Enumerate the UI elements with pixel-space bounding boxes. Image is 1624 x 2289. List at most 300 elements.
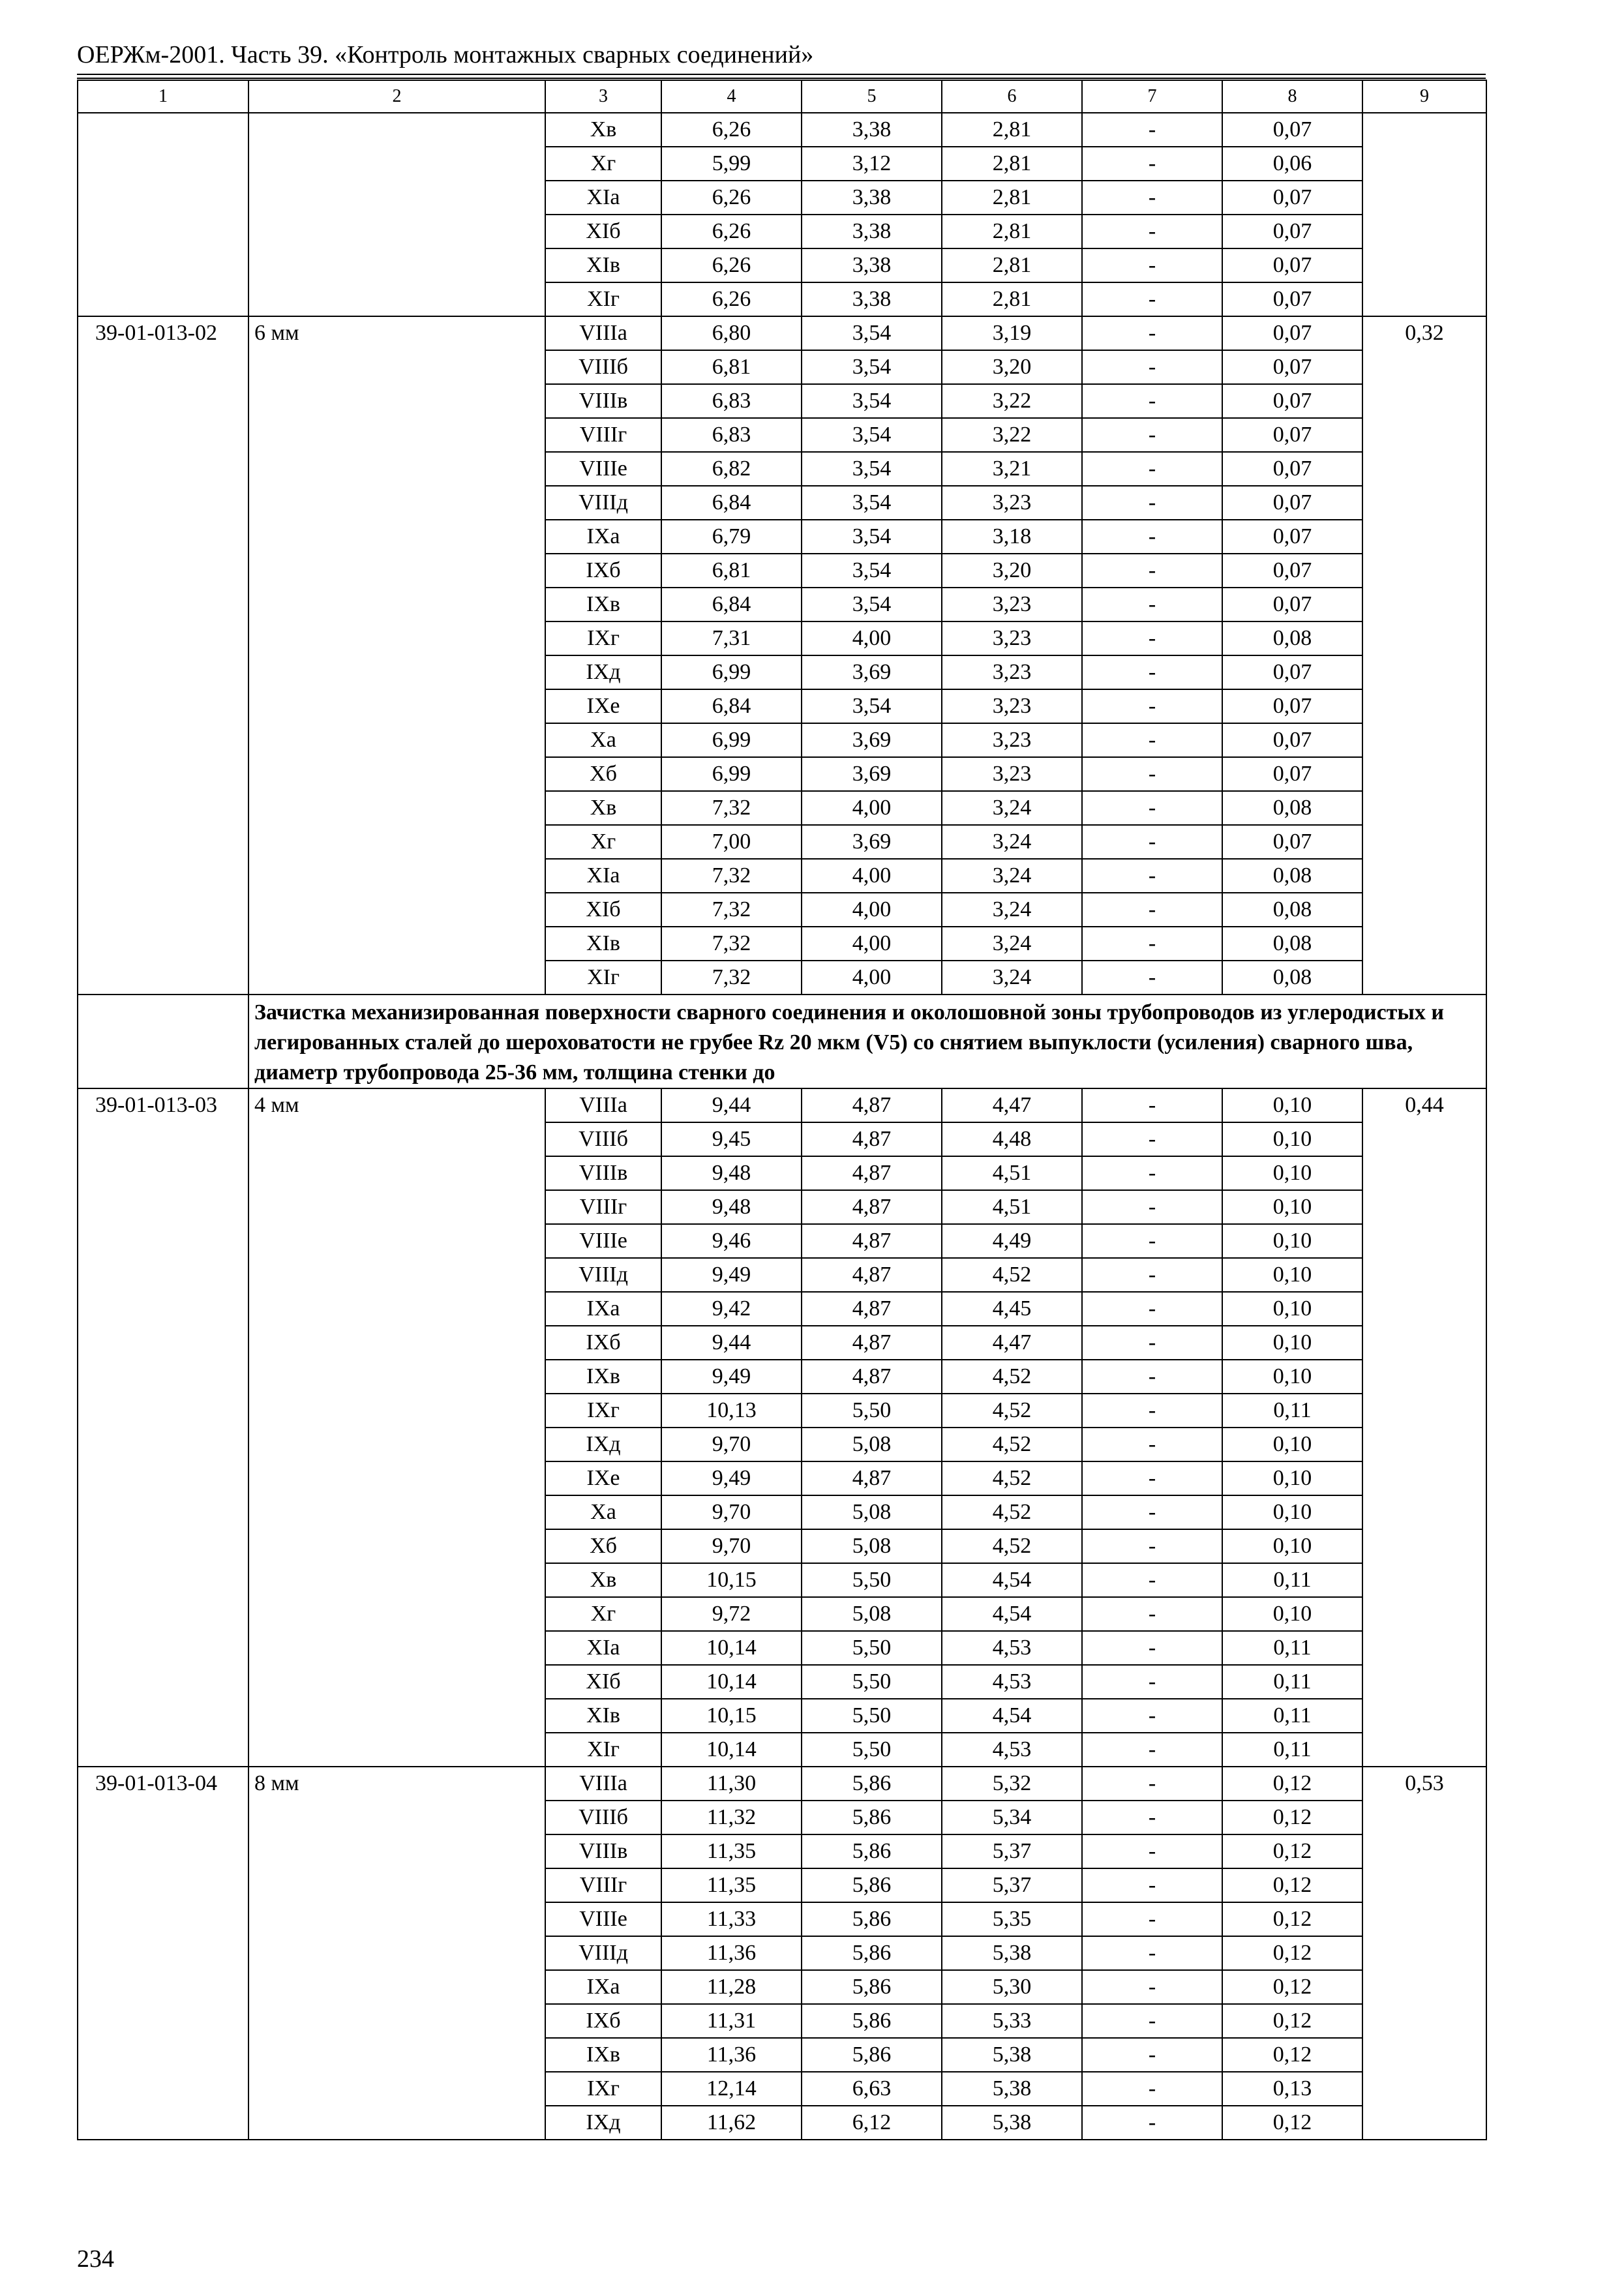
cell-col6: 4,52	[942, 1461, 1082, 1495]
cell-col6: 5,37	[942, 1834, 1082, 1868]
section-title-row	[78, 995, 1486, 1088]
cell-col4: 11,36	[661, 2038, 802, 2072]
cell-col5: 3,54	[802, 316, 942, 350]
cell-col3: IXб	[545, 1326, 661, 1360]
cell-col4: 7,31	[661, 621, 802, 655]
cell-col5: 4,87	[802, 1461, 942, 1495]
cell-col8: 0,11	[1222, 1631, 1362, 1665]
cell-col4: 7,32	[661, 927, 802, 961]
cell-col3: Xв	[545, 113, 661, 147]
cell-code	[78, 113, 248, 316]
cell-thickness: 4 мм	[248, 1088, 545, 1767]
cell-col5: 4,87	[802, 1224, 942, 1258]
cell-col3: VIIIе	[545, 1224, 661, 1258]
cell-col4: 10,15	[661, 1699, 802, 1733]
cell-col8: 0,12	[1222, 1902, 1362, 1936]
column-header: 4	[661, 80, 802, 113]
cell-col4: 9,45	[661, 1122, 802, 1156]
cell-col6: 4,47	[942, 1326, 1082, 1360]
cell-col3: IXб	[545, 2004, 661, 2038]
table-row	[78, 1767, 1486, 1801]
cell-col4: 9,48	[661, 1190, 802, 1224]
cell-col8: 0,11	[1222, 1733, 1362, 1767]
cell-col6: 4,48	[942, 1122, 1082, 1156]
cell-col4: 11,30	[661, 1767, 802, 1801]
cell-col8: 0,06	[1222, 147, 1362, 181]
cell-col6: 5,33	[942, 2004, 1082, 2038]
cell-col7: -	[1082, 1428, 1222, 1461]
cell-col3: VIIIд	[545, 1936, 661, 1970]
cell-col4: 9,44	[661, 1088, 802, 1122]
cell-col8: 0,08	[1222, 961, 1362, 995]
cell-col4: 6,82	[661, 452, 802, 486]
cell-col6: 3,19	[942, 316, 1082, 350]
cell-col6: 5,32	[942, 1767, 1082, 1801]
cell-col9: 0,53	[1362, 1767, 1486, 2140]
cell-col3: VIIIб	[545, 350, 661, 384]
cell-col5: 3,69	[802, 723, 942, 757]
cell-col6: 4,54	[942, 1699, 1082, 1733]
cell-col7: -	[1082, 418, 1222, 452]
cell-col6: 5,38	[942, 2072, 1082, 2106]
cell-col7: -	[1082, 1665, 1222, 1699]
cell-col5: 4,87	[802, 1292, 942, 1326]
cell-col5: 5,50	[802, 1631, 942, 1665]
cell-col6: 2,81	[942, 181, 1082, 215]
cell-col8: 0,10	[1222, 1088, 1362, 1122]
cell-col5: 3,54	[802, 554, 942, 588]
cell-col7: -	[1082, 1495, 1222, 1529]
cell-col5: 4,87	[802, 1122, 942, 1156]
cell-col3: Xв	[545, 1563, 661, 1597]
cell-col8: 0,12	[1222, 1834, 1362, 1868]
cell-col7: -	[1082, 689, 1222, 723]
cell-col8: 0,08	[1222, 859, 1362, 893]
cell-col6: 3,24	[942, 961, 1082, 995]
cell-col4: 7,00	[661, 825, 802, 859]
cell-col5: 5,08	[802, 1428, 942, 1461]
cell-col7: -	[1082, 621, 1222, 655]
cell-col6: 4,45	[942, 1292, 1082, 1326]
column-header: 2	[248, 80, 545, 113]
cell-col8: 0,10	[1222, 1428, 1362, 1461]
cell-col5: 5,86	[802, 1801, 942, 1834]
cell-col4: 9,70	[661, 1428, 802, 1461]
cell-col6: 4,51	[942, 1156, 1082, 1190]
cell-col8: 0,11	[1222, 1394, 1362, 1428]
cell-col7: -	[1082, 1190, 1222, 1224]
cell-code: 39-01-013-03	[78, 1088, 248, 1767]
cell-col5: 3,38	[802, 248, 942, 282]
cell-col7: -	[1082, 1868, 1222, 1902]
cell-col8: 0,10	[1222, 1461, 1362, 1495]
cell-col7: -	[1082, 1563, 1222, 1597]
cell-col3: VIIIв	[545, 1156, 661, 1190]
cell-col9: 0,44	[1362, 1088, 1486, 1767]
cell-col5: 4,87	[802, 1190, 942, 1224]
cell-col7: -	[1082, 1529, 1222, 1563]
cell-col5: 4,87	[802, 1088, 942, 1122]
cell-col8: 0,07	[1222, 655, 1362, 689]
cell-col4: 10,14	[661, 1631, 802, 1665]
cell-col5: 3,54	[802, 384, 942, 418]
cell-col5: 3,54	[802, 350, 942, 384]
cell-col4: 11,35	[661, 1834, 802, 1868]
column-header: 1	[78, 80, 248, 113]
cell-col8: 0,10	[1222, 1360, 1362, 1394]
cell-col8: 0,11	[1222, 1699, 1362, 1733]
cell-col8: 0,10	[1222, 1156, 1362, 1190]
cell-col5: 4,87	[802, 1360, 942, 1394]
cell-col5: 3,38	[802, 181, 942, 215]
cell-col8: 0,08	[1222, 791, 1362, 825]
cell-col5: 5,86	[802, 1902, 942, 1936]
cell-col7: -	[1082, 1360, 1222, 1394]
cell-col8: 0,08	[1222, 927, 1362, 961]
cell-col6: 4,53	[942, 1733, 1082, 1767]
cell-col3: IXа	[545, 1970, 661, 2004]
cell-col8: 0,10	[1222, 1597, 1362, 1631]
cell-col6: 5,37	[942, 1868, 1082, 1902]
cell-col7: -	[1082, 486, 1222, 520]
cell-col7: -	[1082, 1970, 1222, 2004]
cell-col8: 0,12	[1222, 1801, 1362, 1834]
cell-col6: 5,38	[942, 2106, 1082, 2140]
cell-col8: 0,07	[1222, 757, 1362, 791]
cell-col5: 5,86	[802, 1970, 942, 2004]
cell-col3: Xг	[545, 147, 661, 181]
rates-table	[77, 80, 1487, 2140]
cell-col4: 9,49	[661, 1258, 802, 1292]
cell-col6: 4,52	[942, 1495, 1082, 1529]
cell-col5: 5,86	[802, 1834, 942, 1868]
cell-col6: 4,53	[942, 1631, 1082, 1665]
cell-col5: 5,50	[802, 1699, 942, 1733]
cell-col8: 0,07	[1222, 248, 1362, 282]
cell-col3: Xа	[545, 1495, 661, 1529]
cell-col3: XIг	[545, 282, 661, 316]
cell-col3: VIIIг	[545, 1190, 661, 1224]
cell-col7: -	[1082, 1631, 1222, 1665]
cell-col7: -	[1082, 859, 1222, 893]
column-header: 7	[1082, 80, 1222, 113]
cell-col3: IXв	[545, 2038, 661, 2072]
cell-col5: 3,69	[802, 757, 942, 791]
cell-col8: 0,08	[1222, 893, 1362, 927]
cell-col7: -	[1082, 655, 1222, 689]
cell-col7: -	[1082, 1292, 1222, 1326]
cell-col4: 6,99	[661, 757, 802, 791]
cell-col5: 3,38	[802, 113, 942, 147]
cell-col5: 5,50	[802, 1394, 942, 1428]
cell-col3: IXд	[545, 1428, 661, 1461]
column-header: 9	[1362, 80, 1486, 113]
cell-col3: VIIIг	[545, 1868, 661, 1902]
cell-col4: 11,62	[661, 2106, 802, 2140]
cell-col5: 6,12	[802, 2106, 942, 2140]
cell-col4: 11,32	[661, 1801, 802, 1834]
cell-col7: -	[1082, 452, 1222, 486]
cell-col8: 0,10	[1222, 1292, 1362, 1326]
cell-col8: 0,10	[1222, 1258, 1362, 1292]
cell-col6: 3,23	[942, 689, 1082, 723]
cell-col7: -	[1082, 1936, 1222, 1970]
cell-col6: 5,34	[942, 1801, 1082, 1834]
cell-col4: 9,70	[661, 1529, 802, 1563]
page-number: 234	[77, 2245, 114, 2273]
cell-col7: -	[1082, 2072, 1222, 2106]
cell-col7: -	[1082, 588, 1222, 621]
cell-col3: IXе	[545, 1461, 661, 1495]
column-header: 3	[545, 80, 661, 113]
cell-col6: 5,30	[942, 1970, 1082, 2004]
cell-col5: 3,69	[802, 825, 942, 859]
cell-col7: -	[1082, 1461, 1222, 1495]
cell-col6: 2,81	[942, 282, 1082, 316]
cell-col8: 0,07	[1222, 350, 1362, 384]
cell-col5: 3,54	[802, 689, 942, 723]
cell-col7: -	[1082, 1258, 1222, 1292]
table-row	[78, 316, 1486, 350]
cell-col3: XIб	[545, 1665, 661, 1699]
cell-col3: Xб	[545, 1529, 661, 1563]
cell-col6: 3,23	[942, 757, 1082, 791]
cell-col4: 5,99	[661, 147, 802, 181]
cell-col3: XIб	[545, 893, 661, 927]
cell-col5: 5,08	[802, 1597, 942, 1631]
cell-col3: XIб	[545, 215, 661, 248]
cell-col8: 0,10	[1222, 1495, 1362, 1529]
cell-col4: 6,26	[661, 181, 802, 215]
cell-col8: 0,07	[1222, 554, 1362, 588]
column-header: 6	[942, 80, 1082, 113]
cell-col7: -	[1082, 350, 1222, 384]
cell-col5: 5,50	[802, 1563, 942, 1597]
cell-col3: IXа	[545, 1292, 661, 1326]
cell-col5: 3,69	[802, 655, 942, 689]
cell-col4: 6,26	[661, 215, 802, 248]
cell-col4: 11,28	[661, 1970, 802, 2004]
cell-col7: -	[1082, 113, 1222, 147]
cell-col5: 3,54	[802, 520, 942, 554]
cell-col8: 0,12	[1222, 1767, 1362, 1801]
cell-col7: -	[1082, 1801, 1222, 1834]
cell-col3: VIIIа	[545, 1088, 661, 1122]
cell-col4: 11,31	[661, 2004, 802, 2038]
cell-col4: 6,84	[661, 486, 802, 520]
cell-col6: 3,23	[942, 588, 1082, 621]
cell-col8: 0,12	[1222, 2106, 1362, 2140]
cell-col6: 3,24	[942, 859, 1082, 893]
cell-col6: 2,81	[942, 113, 1082, 147]
cell-col3: IXг	[545, 2072, 661, 2106]
cell-col4: 6,26	[661, 113, 802, 147]
cell-col8: 0,07	[1222, 825, 1362, 859]
column-header: 5	[802, 80, 942, 113]
cell-col6: 4,52	[942, 1360, 1082, 1394]
cell-col4: 10,14	[661, 1733, 802, 1767]
cell-col7: -	[1082, 757, 1222, 791]
cell-col5: 4,00	[802, 927, 942, 961]
cell-col6: 3,22	[942, 418, 1082, 452]
cell-col8: 0,10	[1222, 1224, 1362, 1258]
cell-col7: -	[1082, 215, 1222, 248]
cell-col4: 10,15	[661, 1563, 802, 1597]
cell-col6: 2,81	[942, 248, 1082, 282]
cell-col8: 0,12	[1222, 1936, 1362, 1970]
cell-col3: IXв	[545, 1360, 661, 1394]
cell-col6: 4,47	[942, 1088, 1082, 1122]
cell-col4: 11,36	[661, 1936, 802, 1970]
cell-col6: 2,81	[942, 147, 1082, 181]
cell-col4: 6,81	[661, 350, 802, 384]
cell-col7: -	[1082, 2004, 1222, 2038]
cell-col8: 0,10	[1222, 1326, 1362, 1360]
cell-col4: 12,14	[661, 2072, 802, 2106]
cell-col7: -	[1082, 1767, 1222, 1801]
cell-col4: 6,83	[661, 418, 802, 452]
cell-col3: XIа	[545, 1631, 661, 1665]
cell-col6: 3,22	[942, 384, 1082, 418]
cell-code: 39-01-013-02	[78, 316, 248, 995]
cell-col3: IXа	[545, 520, 661, 554]
cell-col8: 0,07	[1222, 113, 1362, 147]
cell-col6: 4,52	[942, 1529, 1082, 1563]
cell-col6: 3,24	[942, 825, 1082, 859]
table-row	[78, 1088, 1486, 1122]
cell-col8: 0,07	[1222, 689, 1362, 723]
cell-col7: -	[1082, 1394, 1222, 1428]
cell-col6: 4,52	[942, 1428, 1082, 1461]
cell-col4: 6,84	[661, 588, 802, 621]
cell-col8: 0,12	[1222, 1970, 1362, 2004]
cell-col4: 9,70	[661, 1495, 802, 1529]
cell-col5: 5,86	[802, 2038, 942, 2072]
cell-col8: 0,10	[1222, 1529, 1362, 1563]
cell-col5: 5,08	[802, 1529, 942, 1563]
cell-col7: -	[1082, 384, 1222, 418]
cell-col4: 9,46	[661, 1224, 802, 1258]
cell-col4: 6,84	[661, 689, 802, 723]
cell-col7: -	[1082, 248, 1222, 282]
cell-col7: -	[1082, 147, 1222, 181]
cell-col3: XIв	[545, 927, 661, 961]
cell-col3: Xг	[545, 1597, 661, 1631]
cell-thickness: 6 мм	[248, 316, 545, 995]
document-header: ОЕРЖм-2001. Часть 39. «Контроль монтажных сварных соединений»	[77, 41, 814, 68]
cell-col8: 0,12	[1222, 2004, 1362, 2038]
cell-col5: 4,87	[802, 1326, 942, 1360]
cell-col3: VIIIб	[545, 1801, 661, 1834]
cell-col6: 5,38	[942, 2038, 1082, 2072]
cell-col5: 4,00	[802, 621, 942, 655]
cell-col3: IXд	[545, 655, 661, 689]
cell-col8: 0,10	[1222, 1190, 1362, 1224]
cell-col4: 6,26	[661, 248, 802, 282]
cell-col8: 0,07	[1222, 181, 1362, 215]
cell-col7: -	[1082, 282, 1222, 316]
cell-col5: 5,50	[802, 1665, 942, 1699]
cell-col3: VIIIд	[545, 486, 661, 520]
cell-col5: 3,54	[802, 588, 942, 621]
cell-col8: 0,10	[1222, 1122, 1362, 1156]
cell-col6: 3,20	[942, 554, 1082, 588]
cell-col3: IXе	[545, 689, 661, 723]
cell-col5: 4,87	[802, 1156, 942, 1190]
cell-col6: 4,54	[942, 1563, 1082, 1597]
cell-col6: 4,49	[942, 1224, 1082, 1258]
cell-col7: -	[1082, 1156, 1222, 1190]
cell-col8: 0,07	[1222, 418, 1362, 452]
cell-col6: 3,23	[942, 486, 1082, 520]
cell-col8: 0,07	[1222, 316, 1362, 350]
cell-col3: Xа	[545, 723, 661, 757]
cell-col3: VIIIе	[545, 452, 661, 486]
cell-col5: 5,86	[802, 1868, 942, 1902]
cell-col7: -	[1082, 961, 1222, 995]
cell-code: 39-01-013-04	[78, 1767, 248, 2140]
column-header: 8	[1222, 80, 1362, 113]
cell-col5: 3,54	[802, 418, 942, 452]
cell-thickness: 8 мм	[248, 1767, 545, 2140]
cell-col8: 0,07	[1222, 384, 1362, 418]
cell-col4: 6,81	[661, 554, 802, 588]
cell-col5: 4,87	[802, 1258, 942, 1292]
cell-col4: 7,32	[661, 791, 802, 825]
cell-col5: 3,54	[802, 452, 942, 486]
cell-col6: 5,38	[942, 1936, 1082, 1970]
cell-col6: 3,21	[942, 452, 1082, 486]
cell-col7: -	[1082, 1699, 1222, 1733]
cell-col3: XIа	[545, 181, 661, 215]
cell-col7: -	[1082, 1834, 1222, 1868]
cell-col7: -	[1082, 181, 1222, 215]
cell-col4: 9,48	[661, 1156, 802, 1190]
cell-col7: -	[1082, 723, 1222, 757]
cell-col8: 0,07	[1222, 520, 1362, 554]
cell-col6: 3,23	[942, 723, 1082, 757]
cell-col4: 6,99	[661, 723, 802, 757]
cell-col5: 3,54	[802, 486, 942, 520]
cell-col4: 9,49	[661, 1461, 802, 1495]
cell-col7: -	[1082, 554, 1222, 588]
cell-col8: 0,13	[1222, 2072, 1362, 2106]
header-rule-double	[77, 78, 1486, 79]
cell-col6: 4,54	[942, 1597, 1082, 1631]
cell-col3: VIIIд	[545, 1258, 661, 1292]
column-number-row	[78, 80, 1486, 113]
cell-col6: 3,24	[942, 791, 1082, 825]
cell-col6: 5,35	[942, 1902, 1082, 1936]
cell-col3: XIв	[545, 248, 661, 282]
cell-col5: 3,12	[802, 147, 942, 181]
cell-col5: 3,38	[802, 215, 942, 248]
cell-col8: 0,07	[1222, 452, 1362, 486]
cell-col3: XIа	[545, 859, 661, 893]
cell-col3: VIIIа	[545, 316, 661, 350]
cell-col6: 2,81	[942, 215, 1082, 248]
cell-col7: -	[1082, 1088, 1222, 1122]
cell-col3: XIв	[545, 1699, 661, 1733]
cell-col7: -	[1082, 1224, 1222, 1258]
cell-col4: 7,32	[661, 961, 802, 995]
cell-col3: IXг	[545, 621, 661, 655]
section-title: Зачистка механизированная поверхности сварного соединения и околошовной зоны трубопроводов из углеродистых и легированных сталей до шероховатости не грубее Rz 20 мкм (V5) со снятием выпуклости (усиления) сварного шва, диаметр трубопровода 25-36 мм, толщина стенки до	[248, 995, 1486, 1088]
cell-col6: 4,52	[942, 1258, 1082, 1292]
cell-col4: 6,80	[661, 316, 802, 350]
cell-col3: Xб	[545, 757, 661, 791]
cell-col3: VIIIг	[545, 418, 661, 452]
